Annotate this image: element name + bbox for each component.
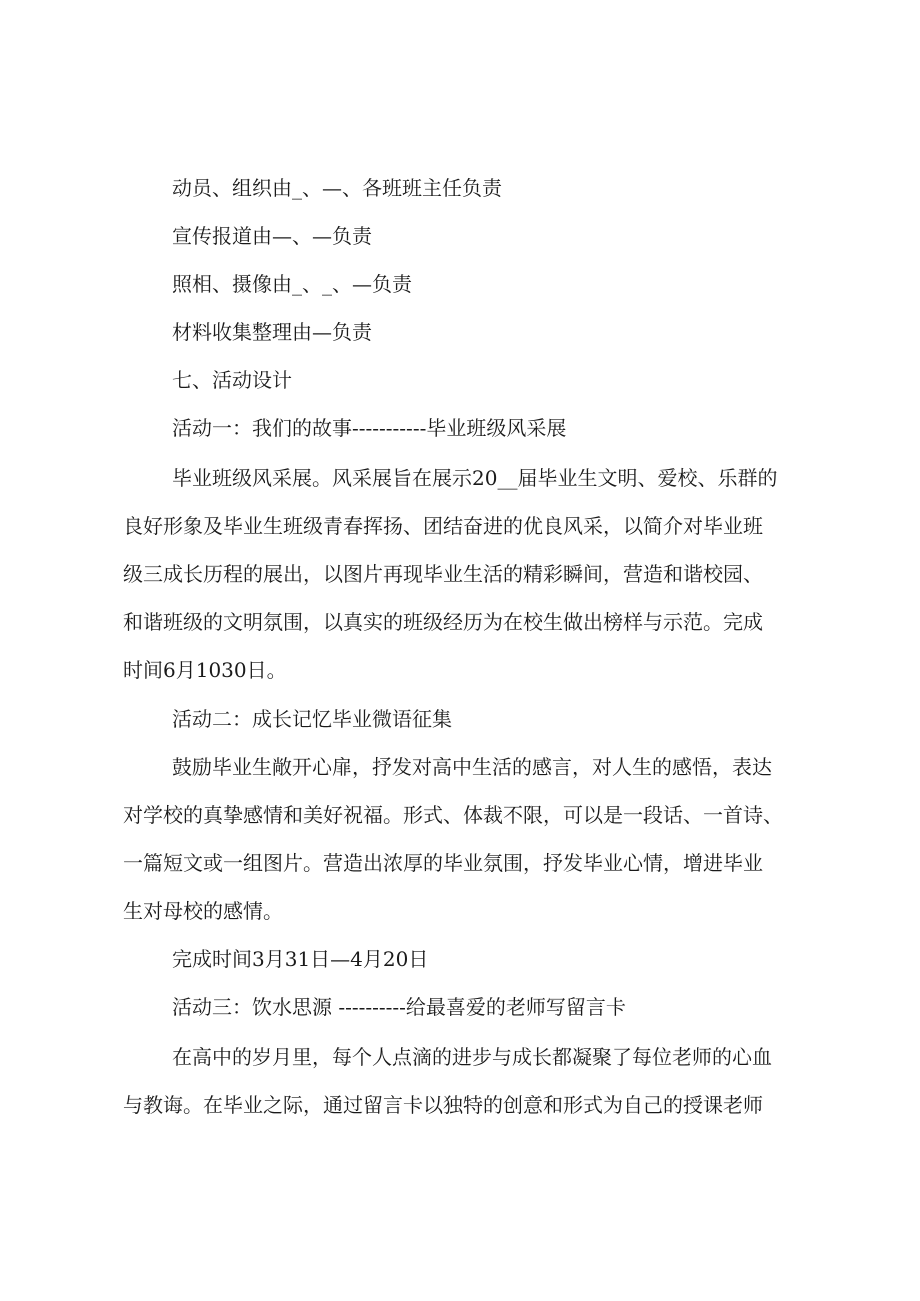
- activity-title: 活动三：饮水思源 ----------给最喜爱的老师写留言卡: [172, 995, 626, 1019]
- paragraph-line: 生对母校的感情。: [123, 899, 283, 923]
- text-line: 材料收集整理由—负责: [172, 320, 372, 344]
- paragraph-line: 与教诲。在毕业之际，通过留言卡以独特的创意和形式为自己的授课老师: [123, 1093, 763, 1117]
- text-line: 照相、摄像由_、_、—负责: [172, 272, 412, 296]
- completion-time: 完成时间3月31日—4月20日: [172, 947, 429, 971]
- paragraph-line: 对学校的真挚感情和美好祝福。形式、体裁不限，可以是一段话、一首诗、: [123, 803, 783, 827]
- text-line: 宣传报道由—、—负责: [172, 224, 372, 248]
- paragraph-line: 毕业班级风采展。风采展旨在展示20__届毕业生文明、爱校、乐群的: [172, 466, 778, 490]
- paragraph-line: 时间6月1030日。: [123, 658, 287, 682]
- paragraph-line: 和谐班级的文明氛围，以真实的班级经历为在校生做出榜样与示范。完成: [123, 610, 763, 634]
- text-line: 动员、组织由_、—、各班班主任负责: [172, 176, 502, 200]
- paragraph-line: 在高中的岁月里，每个人点滴的进步与成长都凝聚了每位老师的心血: [172, 1045, 772, 1069]
- paragraph-line: 一篇短文或一组图片。营造出浓厚的毕业氛围，抒发毕业心情，增进毕业: [123, 851, 763, 875]
- paragraph-line: 鼓励毕业生敞开心扉，抒发对高中生活的感言，对人生的感悟，表达: [172, 755, 772, 779]
- activity-title: 活动二：成长记忆毕业微语征集: [172, 707, 452, 731]
- activity-title: 活动一：我们的故事-----------毕业班级风采展: [172, 416, 567, 440]
- paragraph-line: 良好形象及毕业生班级青春挥扬、团结奋进的优良风采，以简介对毕业班: [123, 514, 763, 538]
- section-heading: 七、活动设计: [172, 368, 292, 392]
- paragraph-line: 级三成长历程的展出，以图片再现毕业生活的精彩瞬间，营造和谐校园、: [123, 562, 763, 586]
